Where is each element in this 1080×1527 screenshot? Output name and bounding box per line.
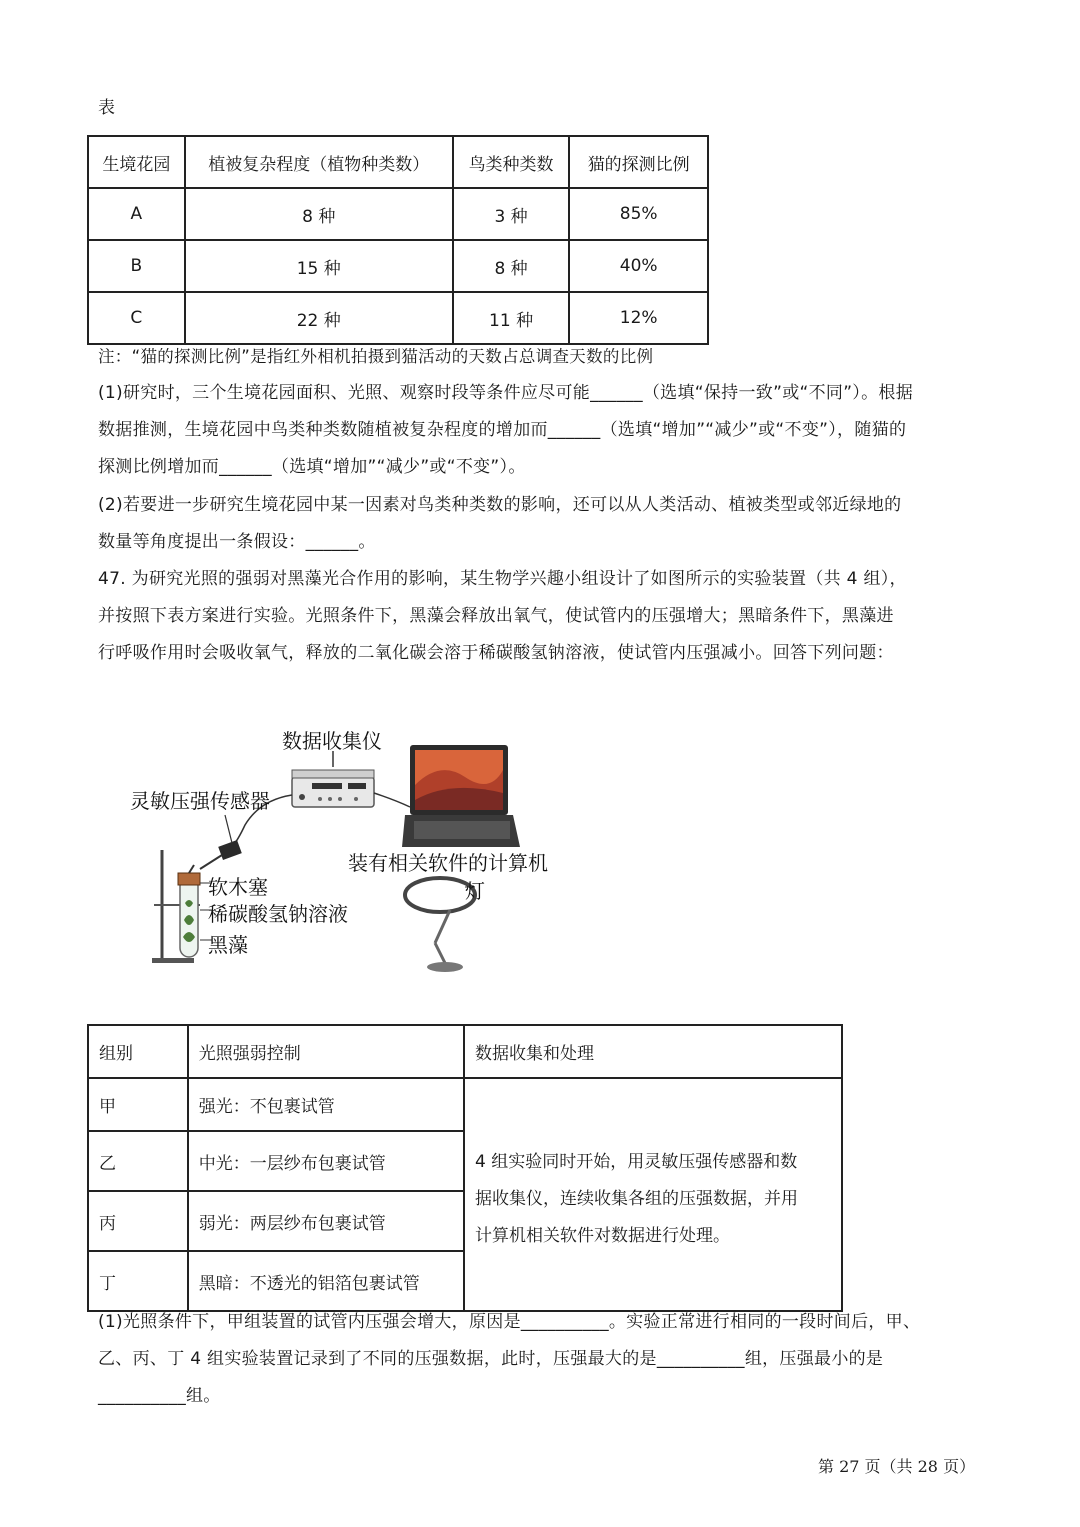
question-1-line: (1)研究时，三个生境花园面积、光照、观察时段等条件应尽可能______（选填“保持一致”或“不同”）。根据 [98,383,914,403]
data-processing-line: 据收集仪，连续收集各组的压强数据，并用 [475,1189,799,1209]
header-cell: 光照强弱控制 [188,1025,464,1078]
header-cell: 鸟类种类数 [453,136,570,188]
table-note: 注：“猫的探测比例”是指红外相机拍摄到猫活动的天数占总调查天数的比例 [98,347,654,366]
sensor-label: 灵敏压强传感器 [130,789,270,813]
group-cell: 乙 [88,1131,188,1191]
question-1-line: 数据推测，生境花园中鸟类种类数随植被复杂程度的增加而______（选填“增加”“减少”或“不变”），随猫的 [98,420,907,440]
data-collector-device [292,770,374,807]
question-47-line: 47. 为研究光照的强弱对黑藻光合作用的影响，某生物学兴趣小组设计了如图所示的实验装置（共 4 组）， [98,569,907,589]
computer-label: 装有相关软件的计算机 [348,851,548,875]
table-cell: B [88,240,185,292]
data-collector-label: 数据收集仪 [282,729,382,753]
table-row [88,292,708,344]
light-cell: 中光：一层纱布包裹试管 [188,1131,464,1191]
table-cell: 8 种 [453,240,570,292]
table-header-row [88,136,708,188]
light-cell: 强光：不包裹试管 [188,1078,464,1131]
table-cell: 11 种 [453,292,570,344]
group-cell: 丙 [88,1191,188,1251]
header-cell: 生境花园 [88,136,185,188]
question-47-line: 并按照下表方案进行实验。光照条件下，黑藻会释放出氧气，使试管内的压强增大；黑暗条件下，黑藻进 [98,606,894,626]
question-47-1-line: (1)光照条件下，甲组装置的试管内压强会增大，原因是__________。实验正常进行相同的一段时间后，甲、 [98,1312,921,1332]
question-2-line: (2)若要进一步研究生境花园中某一因素对鸟类种类数的影响，还可以从人类活动、植被类型或邻近绿地的 [98,495,902,515]
question-47-1-line: 乙、丙、丁 4 组实验装置记录到了不同的压强数据，此时，压强最大的是__________组，压强最小的是 [98,1349,884,1369]
table-cell: 15 种 [185,240,453,292]
question-47-1-line: __________组。 [98,1386,221,1406]
table-cell: 22 种 [185,292,453,344]
data-processing-line: 4 组实验同时开始，用灵敏压强传感器和数 [475,1152,798,1172]
habitat-table [87,135,709,345]
header-cell: 组别 [88,1025,188,1078]
data-processing-cell [464,1078,842,1311]
table-cell: 3 种 [453,188,570,240]
question-47-line: 行呼吸作用时会吸收氧气，释放的二氧化碳会溶于稀碳酸氢钠溶液，使试管内压强减小。回答下列问题： [98,643,894,663]
table-row [88,1078,842,1131]
laptop-computer [402,745,520,847]
table-row [88,240,708,292]
table-row [88,188,708,240]
header-cell: 数据收集和处理 [464,1025,842,1078]
lamp-label: 灯 [465,879,485,903]
experiment-table [87,1024,843,1312]
page-number: 第 27 页（共 28 页） [818,1457,976,1476]
solution-label: 稀碳酸氢钠溶液 [208,902,348,926]
test-tube [178,865,200,957]
question-2-line: 数量等角度提出一条假设：______。 [98,532,376,552]
group-cell: 丁 [88,1251,188,1311]
table-cell: 8 种 [185,188,453,240]
table-cell: 40% [569,240,708,292]
table-cell: C [88,292,185,344]
cork-label: 软木塞 [208,875,268,899]
data-processing-line: 计算机相关软件对数据进行处理。 [475,1226,731,1246]
group-cell: 甲 [88,1078,188,1131]
table-cell: A [88,188,185,240]
header-cell: 猫的探测比例 [569,136,708,188]
header-cell: 植被复杂程度（植物种类数） [185,136,453,188]
pressure-sensor [200,815,242,869]
algae-label: 黑藻 [208,933,248,957]
table-header-row [88,1025,842,1078]
table1-caption: 表 [98,98,116,118]
light-cell: 黑暗：不透光的铝箔包裹试管 [188,1251,464,1311]
table-cell: 12% [569,292,708,344]
light-cell: 弱光：两层纱布包裹试管 [188,1191,464,1251]
question-1-line: 探测比例增加而______（选填“增加”“减少”或“不变”）。 [98,457,526,477]
table-cell: 85% [569,188,708,240]
apparatus-figure [120,715,600,980]
